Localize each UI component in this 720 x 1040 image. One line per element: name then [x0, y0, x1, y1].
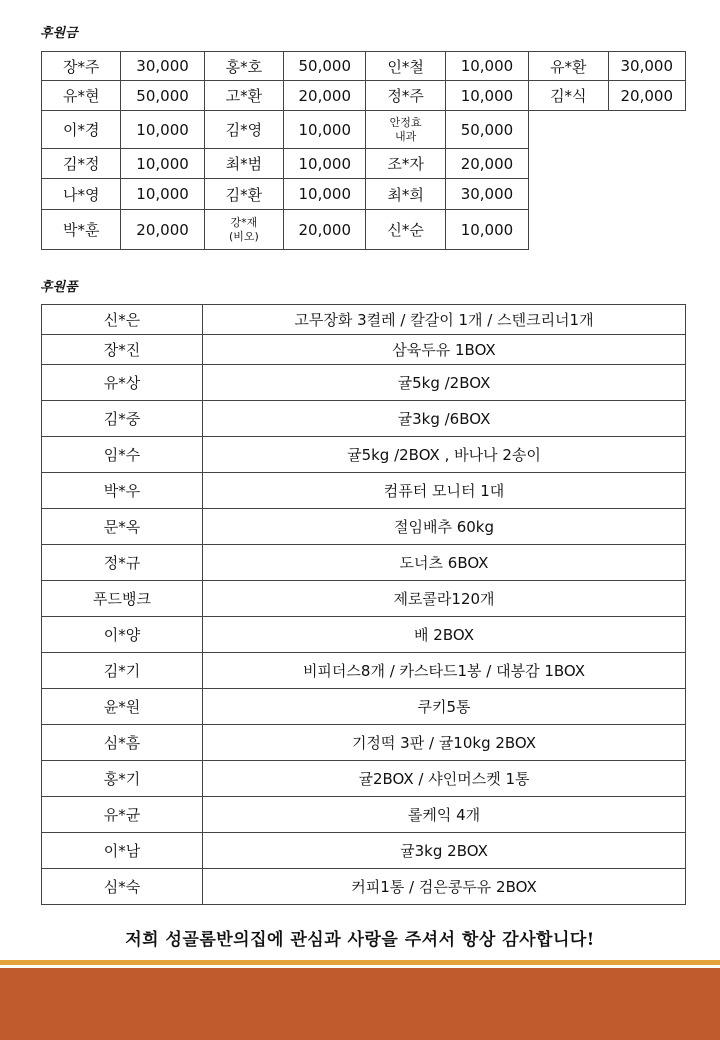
- empty-cell: [529, 111, 686, 149]
- goods-row: [42, 437, 686, 473]
- donor-name: 이*남: [42, 833, 203, 869]
- donor-name: 장*진: [42, 335, 203, 365]
- donor-name: 신*순: [366, 210, 445, 250]
- donated-goods: 제로콜라120개: [203, 581, 686, 617]
- donor-name: 박*훈: [42, 210, 121, 250]
- donated-goods: 커피1통 / 검은콩두유 2BOX: [203, 869, 686, 905]
- donor-name: 정*주: [366, 81, 445, 111]
- donation-amount: 10,000: [121, 111, 204, 149]
- donor-name: 심*흠: [42, 725, 203, 761]
- donated-goods: 귤5kg /2BOX , 바나나 2송이: [203, 437, 686, 473]
- donor-name: 김*영: [204, 111, 283, 149]
- donated-goods: 귤3kg 2BOX: [203, 833, 686, 869]
- donation-amount: 10,000: [121, 179, 204, 210]
- thanks-message: 저희 성골롬반의집에 관심과 사랑을 주셔서 항상 감사합니다!: [125, 930, 595, 950]
- donated-goods: 컴퓨터 모니터 1대: [203, 473, 686, 509]
- donor-name: 신*은: [42, 305, 203, 335]
- donation-amount: 20,000: [608, 81, 685, 111]
- donor-name: 최*범: [204, 149, 283, 179]
- donated-goods: 기정떡 3판 / 귤10kg 2BOX: [203, 725, 686, 761]
- donor-name: 심*숙: [42, 869, 203, 905]
- donor-name: 유*환: [529, 52, 608, 81]
- donor-name: 고*환: [204, 81, 283, 111]
- donation-amount: 50,000: [284, 52, 366, 81]
- donated-goods: 비피더스8개 / 카스타드1봉 / 대봉감 1BOX: [203, 653, 686, 689]
- donor-name: 김*중: [42, 401, 203, 437]
- donation-amount: 30,000: [121, 52, 204, 81]
- money-row: [42, 52, 686, 81]
- donor-name: 안정효 내과: [366, 111, 445, 149]
- donated-goods: 귤5kg /2BOX: [203, 365, 686, 401]
- donation-amount: 10,000: [284, 149, 366, 179]
- donation-amount: 20,000: [121, 210, 204, 250]
- donor-name: 장*주: [42, 52, 121, 81]
- money-row: [42, 111, 686, 149]
- donor-name: 김*환: [204, 179, 283, 210]
- donation-amount: 30,000: [608, 52, 685, 81]
- donor-name: 임*수: [42, 437, 203, 473]
- donor-name: 유*균: [42, 797, 203, 833]
- donation-money-title: 후원금: [40, 26, 78, 41]
- empty-cell: [529, 210, 686, 250]
- donor-name: 인*철: [366, 52, 445, 81]
- donated-goods: 귤3kg /6BOX: [203, 401, 686, 437]
- goods-row: [42, 545, 686, 581]
- goods-row: [42, 797, 686, 833]
- footer-band: [0, 968, 720, 1040]
- donation-amount: 50,000: [121, 81, 204, 111]
- goods-row: [42, 305, 686, 335]
- donation-amount: 20,000: [284, 81, 366, 111]
- money-row: [42, 179, 686, 210]
- goods-row: [42, 581, 686, 617]
- goods-row: [42, 335, 686, 365]
- empty-cell: [529, 179, 686, 210]
- donor-name: 문*옥: [42, 509, 203, 545]
- donor-name: 박*우: [42, 473, 203, 509]
- empty-cell: [529, 149, 686, 179]
- donor-name: 조*자: [366, 149, 445, 179]
- donated-goods: 고무장화 3켤레 / 칼갈이 1개 / 스텐크리너1개: [203, 305, 686, 335]
- donated-goods: 도너츠 6BOX: [203, 545, 686, 581]
- donation-goods-title: 후원품: [40, 280, 78, 295]
- donor-name: 홍*기: [42, 761, 203, 797]
- donation-amount: 10,000: [445, 52, 528, 81]
- donated-goods: 배 2BOX: [203, 617, 686, 653]
- goods-row: [42, 833, 686, 869]
- donor-name: 이*양: [42, 617, 203, 653]
- donor-name: 김*식: [529, 81, 608, 111]
- goods-row: [42, 725, 686, 761]
- goods-row: [42, 761, 686, 797]
- donation-amount: 20,000: [284, 210, 366, 250]
- goods-row: [42, 653, 686, 689]
- donation-amount: 10,000: [445, 81, 528, 111]
- donation-amount: 30,000: [445, 179, 528, 210]
- donation-amount: 10,000: [284, 179, 366, 210]
- donation-amount: 10,000: [445, 210, 528, 250]
- goods-row: [42, 509, 686, 545]
- donor-name: 유*상: [42, 365, 203, 401]
- donation-amount: 20,000: [445, 149, 528, 179]
- goods-row: [42, 365, 686, 401]
- donor-name: 김*기: [42, 653, 203, 689]
- donor-name: 최*희: [366, 179, 445, 210]
- accent-line: [0, 960, 720, 965]
- donation-amount: 10,000: [284, 111, 366, 149]
- money-row: [42, 210, 686, 250]
- money-row: [42, 149, 686, 179]
- donor-name: 이*경: [42, 111, 121, 149]
- donated-goods: 절임배추 60kg: [203, 509, 686, 545]
- donated-goods: 삼육두유 1BOX: [203, 335, 686, 365]
- donation-money-table: [41, 51, 686, 250]
- goods-row: [42, 869, 686, 905]
- donor-name: 윤*원: [42, 689, 203, 725]
- donation-amount: 50,000: [445, 111, 528, 149]
- goods-row: [42, 401, 686, 437]
- donor-name: 정*규: [42, 545, 203, 581]
- donor-name: 유*현: [42, 81, 121, 111]
- donated-goods: 쿠키5통: [203, 689, 686, 725]
- donation-goods-table: [41, 304, 686, 905]
- donor-name: 김*정: [42, 149, 121, 179]
- donor-name: 홍*호: [204, 52, 283, 81]
- goods-row: [42, 689, 686, 725]
- money-row: [42, 81, 686, 111]
- donation-amount: 10,000: [121, 149, 204, 179]
- donated-goods: 롤케익 4개: [203, 797, 686, 833]
- donor-name: 푸드뱅크: [42, 581, 203, 617]
- donor-name: 나*영: [42, 179, 121, 210]
- donor-name: 강*재 (비오): [204, 210, 283, 250]
- goods-row: [42, 473, 686, 509]
- goods-row: [42, 617, 686, 653]
- donated-goods: 귤2BOX / 샤인머스켓 1통: [203, 761, 686, 797]
